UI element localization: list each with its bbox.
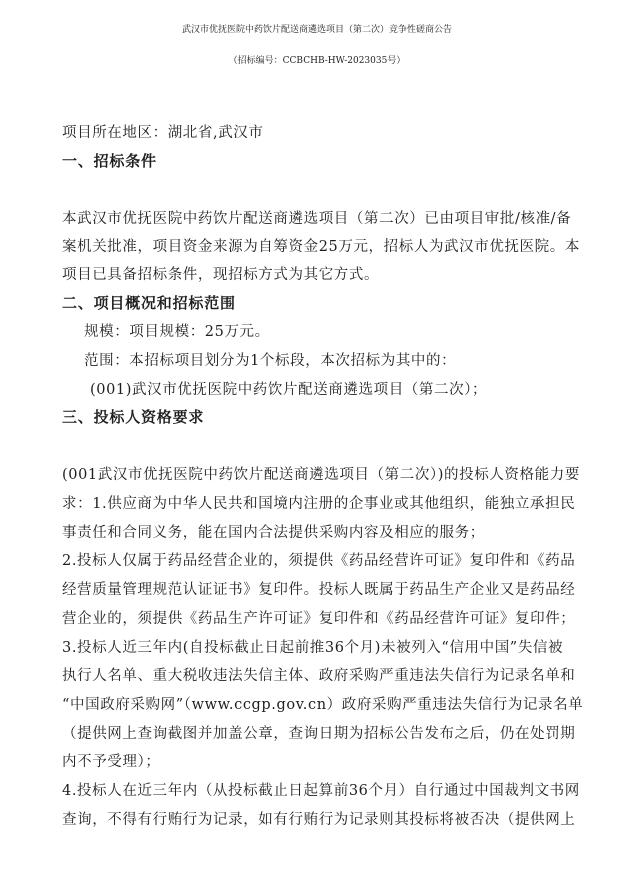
section-3-line: 查询，不得有行贿行为记录，如有行贿行为记录则其投标将被否决（提供网上 xyxy=(62,812,576,828)
section-3-line: 4.投标人在近三年内（从投标截止日起算前36个月）自行通过中国裁判文书网 xyxy=(62,783,580,799)
section-2-line: (001)武汉市优抚医院中药饮片配送商遴选项目（第二次）； xyxy=(90,382,488,398)
section-1-line: 案机关批准，项目资金来源为自筹资金25万元，招标人为武汉市优抚医院。本 xyxy=(62,239,580,255)
section-1-heading: 一、招标条件 xyxy=(62,152,157,170)
section-1-line: 项目已具备招标条件，现招标方式为其它方式。 xyxy=(62,267,380,283)
section-2-line: 范围：本招标项目划分为1个标段，本次招标为其中的： xyxy=(84,353,457,369)
section-1-line: 本武汉市优抚医院中药饮片配送商遴选项目（第二次）已由项目审批/核准/备 xyxy=(62,211,572,227)
section-3-line: 事责任和合同义务，能在国内合法提供采购内容及相应的服务； xyxy=(62,525,485,541)
section-3-line: “中国政府采购网”（www.ccgp.gov.cn）政府采购严重违法失信行为记录名单 xyxy=(62,697,584,713)
section-3-heading: 三、投标人资格要求 xyxy=(62,408,205,426)
section-3-line: 执行人名单、重大税收违法失信主体、政府采购严重违法失信行为记录名单和 xyxy=(62,668,576,684)
document-title: 武汉市优抚医院中药饮片配送商遴选项目（第二次）竞争性磋商公告 xyxy=(181,25,452,35)
tender-number: （招标编号：CCBCHB-HW-2023035号） xyxy=(228,56,406,66)
section-3-line: 经营质量管理规范认证证书》复印件。投标人既属于药品生产企业又是药品经 xyxy=(62,582,576,598)
section-3-line: （提供网上查询截图并加盖公章，查询日期为招标公告发布之后，仍在处罚期 xyxy=(62,726,576,742)
section-3-line: 营企业的，须提供《药品生产许可证》复印件和《药品经营许可证》复印件； xyxy=(62,611,576,627)
section-2-line: 规模：项目规模：25万元。 xyxy=(84,324,270,340)
section-3-line: 求：1.供应商为中华人民共和国境内注册的企事业或其他组织，能独立承担民 xyxy=(62,496,576,512)
project-location: 项目所在地区：湖北省,武汉市 xyxy=(62,125,264,141)
section-3-line: 内不予受理）； xyxy=(62,754,161,770)
section-3-line: 2.投标人仅属于药品经营企业的，须提供《药品经营许可证》复印件和《药品 xyxy=(62,553,576,569)
section-2-heading: 二、项目概况和招标范围 xyxy=(62,294,236,312)
section-3-line: (001武汉市优抚医院中药饮片配送商遴选项目（第二次）)的投标人资格能力要 xyxy=(62,467,580,483)
section-3-line: 3.投标人近三年内(自投标截止日起前推36个月)未被列入“信用中国”失信被 xyxy=(62,640,564,656)
